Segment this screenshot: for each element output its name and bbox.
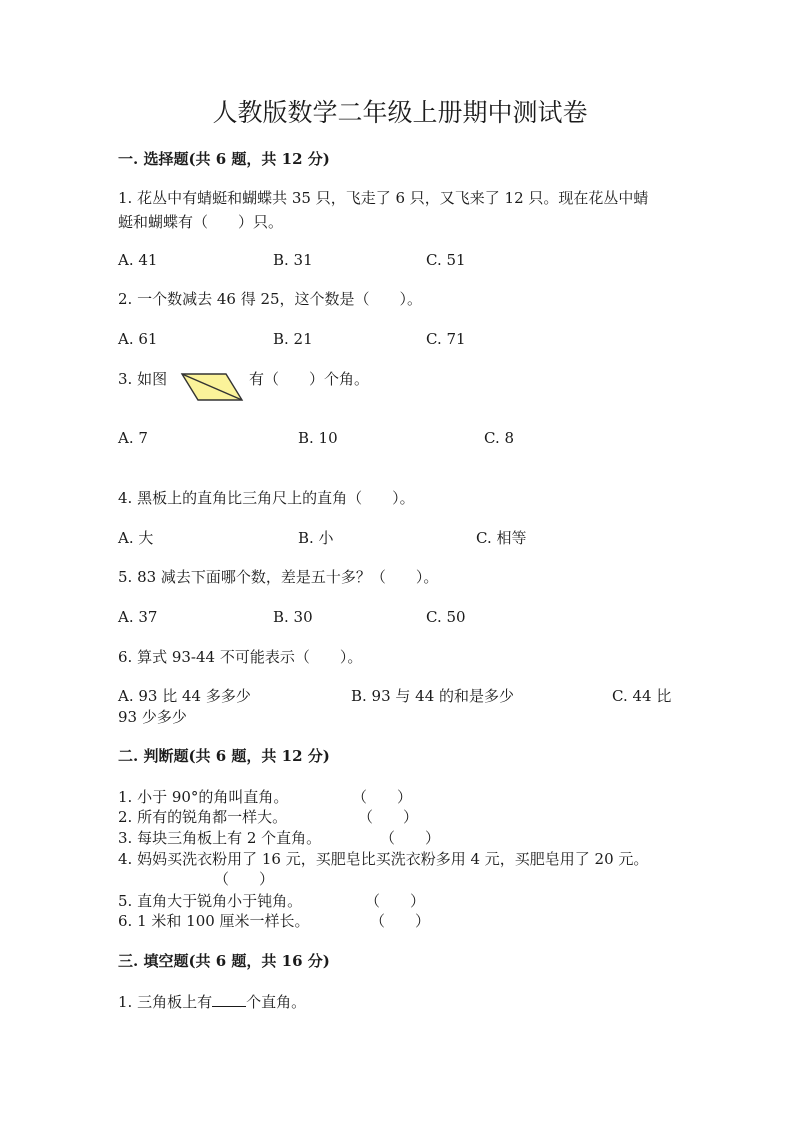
q4-option-b: B. 小	[298, 529, 334, 547]
q4-option-a: A. 大	[118, 529, 154, 547]
q6-option-b: B. 93 与 44 的和是多少	[351, 687, 515, 705]
judge-1-paren: （ ）	[352, 788, 413, 806]
q6-text: 6. 算式 93-44 不可能表示（ ）。	[118, 648, 363, 666]
q5-option-a: A. 37	[118, 608, 158, 626]
fill-1-text-b: 个直角。	[246, 993, 307, 1011]
judge-6-text: 6. 1 米和 100 厘米一样长。	[118, 912, 310, 930]
q1-option-a: A. 41	[118, 251, 158, 269]
judge-2-text: 2. 所有的锐角都一样大。	[118, 808, 288, 826]
page-title: 人教版数学二年级上册期中测试卷	[212, 98, 588, 127]
q3-option-b: B. 10	[298, 429, 338, 447]
judge-5-paren: （ ）	[365, 892, 426, 910]
q1-text-line1: 1. 花丛中有蜻蜓和蝴蝶共 35 只，飞走了 6 只，又飞来了 12 只。现在花丛中蜻	[118, 189, 649, 207]
judge-3-text: 3. 每块三角板上有 2 个直角。	[118, 829, 322, 847]
judge-3-paren: （ ）	[380, 829, 441, 847]
q1-option-b: B. 31	[273, 251, 313, 269]
section-heading-judge: 二. 判断题(共 6 题，共 12 分)	[118, 747, 330, 765]
section-heading-choice: 一. 选择题(共 6 题，共 12 分)	[118, 150, 330, 168]
judge-4-text: 4. 妈妈买洗衣粉用了 16 元，买肥皂比买洗衣粉多用 4 元，买肥皂用了 20 元。	[118, 850, 649, 868]
q2-option-a: A. 61	[118, 330, 158, 348]
q3-text-pre: 3. 如图	[118, 370, 168, 388]
q4-text: 4. 黑板上的直角比三角尺上的直角（ ）。	[118, 489, 415, 507]
fill-1-blank	[212, 992, 246, 1007]
q6-option-c: C. 44 比	[612, 687, 672, 705]
fill-1-text-a: 1. 三角板上有	[118, 993, 213, 1011]
judge-4-paren: （ ）	[214, 870, 275, 888]
q2-option-b: B. 21	[273, 330, 313, 348]
judge-2-paren: （ ）	[358, 808, 419, 826]
q5-text: 5. 83 减去下面哪个数，差是五十多？（ ）。	[118, 568, 439, 586]
q2-text: 2. 一个数减去 46 得 25，这个数是（ ）。	[118, 290, 423, 308]
parallelogram-figure	[180, 370, 244, 404]
judge-1-text: 1. 小于 90°的角叫直角。	[118, 788, 289, 806]
q4-option-c: C. 相等	[476, 529, 527, 547]
q5-option-c: C. 50	[426, 608, 466, 626]
q6-option-a: A. 93 比 44 多多少	[118, 687, 251, 705]
judge-5-text: 5. 直角大于锐角小于钝角。	[118, 892, 303, 910]
q3-option-c: C. 8	[484, 429, 515, 447]
q2-option-c: C. 71	[426, 330, 466, 348]
q6-option-c-cont: 93 少多少	[118, 708, 187, 726]
judge-6-paren: （ ）	[370, 912, 431, 930]
fill-1	[118, 991, 306, 1013]
q5-option-b: B. 30	[273, 608, 313, 626]
q3-text-post: 有（ ）个角。	[249, 370, 370, 388]
section-heading-fill: 三. 填空题(共 6 题，共 16 分)	[118, 952, 330, 970]
q1-option-c: C. 51	[426, 251, 466, 269]
q3-option-a: A. 7	[118, 429, 148, 447]
q1-text-line2: 蜓和蝴蝶有（ ）只。	[118, 213, 284, 231]
